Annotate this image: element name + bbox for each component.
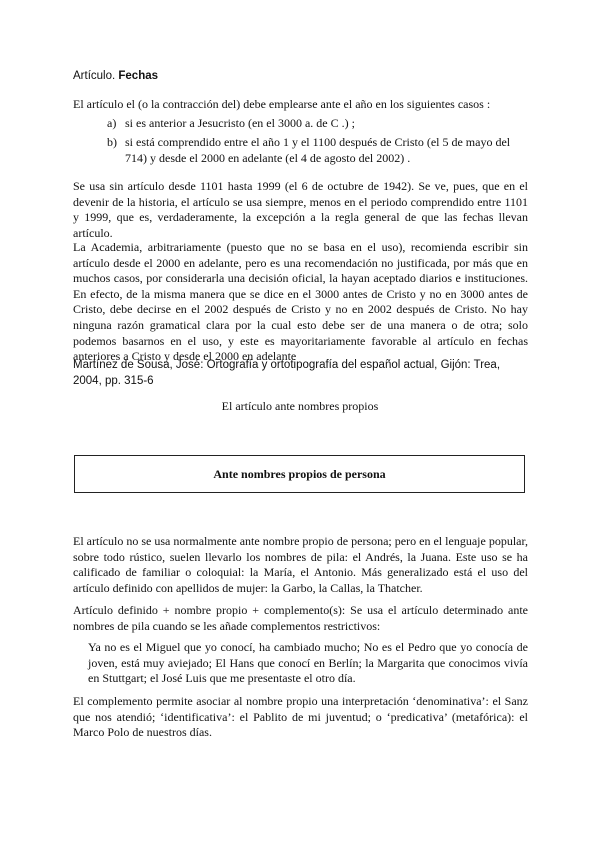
boxed-heading-text: Ante nombres propios de persona: [213, 467, 386, 481]
cases-list: [92, 115, 528, 166]
paragraph-1: Se usa sin artículo desde 1101 hasta 1999 (el 6 de octubre de 1942). Se ve, pues, que en el devenir de la historia, el artículo se usa siempre, menos en el periodo comprendido entre 1101 y 1999, que es, verdaderamente, la excepción a la regla general de que las fechas llevan artículo.: [73, 179, 528, 240]
section-title: El artículo ante nombres propios: [221, 399, 379, 413]
heading-bold: Fechas: [118, 70, 159, 82]
list-item: [92, 134, 528, 166]
page-heading: [73, 70, 528, 82]
paragraph-3: El artículo no se usa normalmente ante nombre propio de persona; pero en el lenguaje popular, sobre todo rústico, suelen llevarlo los nombres de pila: el Andrés, la Juana. Este uso se ha calificado de familiar o coloquial: la María, el Antonio. Más generalizado está el uso del artículo definido con apellidos de mujer: la Garbo, la Callas, la Thatcher.: [73, 534, 528, 595]
examples-quote: Ya no es el Miguel que yo conocí, ha cambiado mucho; No es el Pedro que yo conocía de joven, está muy aviejado; El Hans que conocí en Berlín; la Margarita que conocimos vivía en Stuttgart; el José Luis que me presentaste el otro día.: [88, 640, 528, 686]
paragraph-5: El complemento permite asociar al nombre propio una interpretación ‘denominativa’: el Sanz que nos atendió; ‘identificativa’: el Pablito de mi juventud; o ‘predicativa’ (metafórica): el Marco Polo de nuestros días.: [73, 694, 528, 740]
list-item-text: si es anterior a Jesucristo (en el 3000 a. de C .) ;: [125, 116, 355, 130]
list-item-text: si está comprendido entre el año 1 y el 1100 después de Cristo (el 5 de mayo del 714) y desde el 2000 en adelante (el 4 de agosto del 2002) .: [125, 135, 511, 165]
paragraph-4: Artículo definido + nombre propio + complemento(s): Se usa el artículo determinado ante nombres de pila cuando se les añade complementos restrictivos:: [73, 603, 528, 633]
list-marker: b): [107, 135, 117, 149]
intro-text: El artículo el (o la contracción del) debe emplearse ante el año en los siguientes casos :: [73, 97, 491, 111]
paragraph-2: La Academia, arbitrariamente (puesto que no se basa en el uso), recomienda escribir sin artículo desde el 2000 en adelante, pero es una recomendación no justificada, por más que en muchos casos, por considerarla una decisión oficial, la hayan aceptado diarios e instituciones. En efecto, de la misma manera que se dice en el 3000 antes de Cristo y no en 3000 antes de Cristo, debe decirse en el 2002 después de Cristo y no en 2002 después de Cristo. No hay ninguna razón gramatical clara por la cual esto debe ser de una manera o de otra; solo podemos basarnos en el uso, y este es mayoritariamente favorable al artículo en fechas anteriores a Cristo y desde el 2000 en adelante: [73, 240, 528, 364]
citation: Martínez de Sousa, José: Ortografía y ortotipografía del español actual, Gijón: Trea, 2004, pp. 315-6: [73, 359, 501, 387]
list-item: [92, 115, 528, 131]
list-marker: a): [107, 116, 117, 130]
heading-prefix: Artículo.: [73, 70, 116, 82]
boxed-heading: [74, 455, 525, 493]
